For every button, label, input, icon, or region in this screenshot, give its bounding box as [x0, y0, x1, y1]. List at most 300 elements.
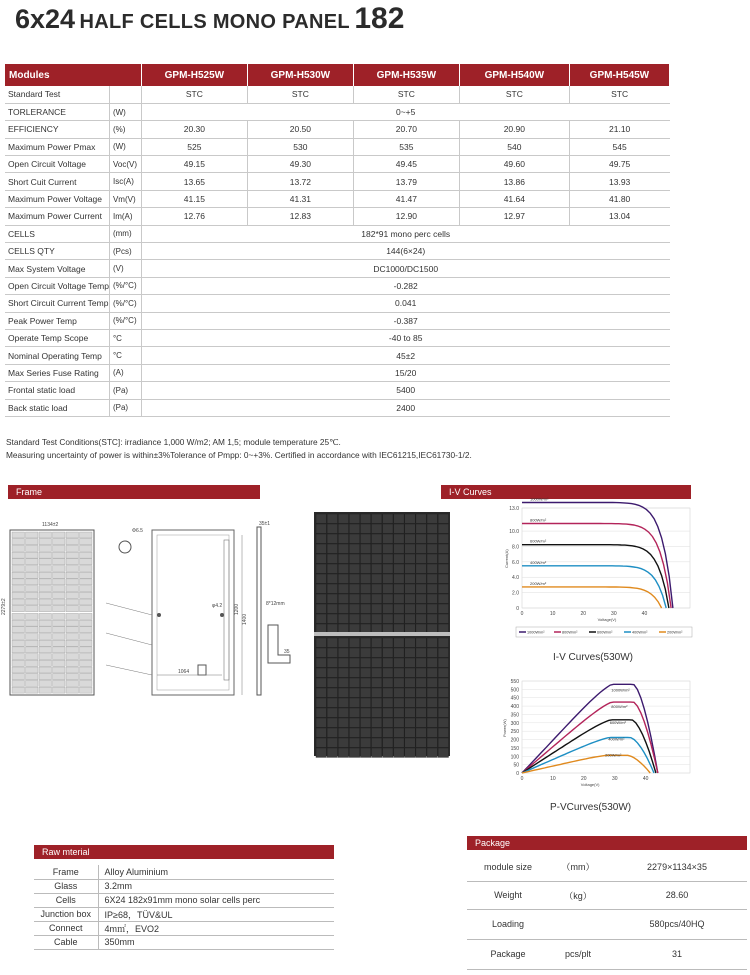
x-tick-label: 30 [611, 611, 617, 617]
cell [26, 566, 39, 572]
spec-value: 540 [459, 138, 569, 155]
spec-value: 41.80 [569, 190, 669, 207]
iv-caption: I-V Curves(530W) [553, 652, 634, 663]
panel-cell [394, 658, 404, 667]
panel-cell [438, 544, 448, 553]
panel-cell [383, 594, 393, 603]
cell [80, 680, 93, 686]
spec-value: 13.79 [353, 173, 459, 190]
panel-cell [372, 574, 382, 583]
panel-cell [360, 514, 370, 523]
panel-cell [416, 698, 426, 707]
y-tick-label: 0 [516, 771, 519, 777]
model-header: GPM-H545W [569, 64, 669, 86]
unit-label: (A) [109, 364, 141, 381]
panel-cell [338, 524, 348, 533]
panel-cell [427, 574, 437, 583]
panel-cell [372, 668, 382, 677]
cell [53, 586, 66, 592]
param-label: Nominal Operating Temp [5, 347, 109, 364]
panel-cell [327, 738, 337, 747]
cell [53, 552, 66, 558]
panel-cell [427, 678, 437, 687]
panel-cell [438, 678, 448, 687]
cell [26, 634, 39, 640]
cell [53, 647, 66, 653]
panel-cell [438, 624, 448, 633]
panel-cell [405, 594, 415, 603]
panel-cell [416, 678, 426, 687]
spec-value: DC1000/DC1500 [141, 260, 669, 277]
panel-cell [316, 564, 326, 573]
panel-cell [416, 668, 426, 677]
iv-section-header: I-V Curves [441, 485, 691, 499]
panel-cell [316, 718, 326, 727]
spec-value: 13.86 [459, 173, 569, 190]
panel-cell [438, 738, 448, 747]
raw-row [34, 893, 334, 907]
package-header: Package [467, 836, 747, 850]
panel-cell [372, 544, 382, 553]
spec-value: 182*91 mono perc cells [141, 225, 669, 242]
panel-cell [338, 648, 348, 657]
panel-cell [405, 544, 415, 553]
panel-cell [405, 574, 415, 583]
panel-cell [327, 708, 337, 717]
cell [80, 599, 93, 605]
cell [39, 606, 52, 612]
cell [26, 627, 39, 633]
cell [80, 647, 93, 653]
package-value: 28.60 [607, 881, 747, 909]
panel-cell [438, 728, 448, 737]
panel-cell [360, 614, 370, 623]
iv-chart [490, 496, 700, 648]
panel-cell [316, 638, 326, 647]
panel-cell [394, 668, 404, 677]
raw-value: IP≥68，TÜV&UL [98, 907, 334, 921]
cell [26, 545, 39, 551]
y-tick-label: 10.0 [509, 529, 519, 536]
spec-row [5, 399, 670, 416]
panel-cell [360, 544, 370, 553]
spec-row [5, 243, 670, 260]
unit-label: Voc(V) [109, 156, 141, 173]
pv-series-label: 1000W/m² [611, 687, 630, 693]
panel-cell [338, 658, 348, 667]
panel-cell [338, 678, 348, 687]
unit-label: Vm(V) [109, 190, 141, 207]
y-tick-label: 6.0 [512, 559, 519, 566]
plot-area [522, 681, 690, 773]
cell [66, 599, 79, 605]
panel-cell [405, 604, 415, 613]
param-label: Peak Power Temp [5, 312, 109, 329]
cell [39, 539, 52, 545]
panel-cell [349, 638, 359, 647]
panel-cell [405, 638, 415, 647]
cell [12, 674, 25, 680]
panel-cell [416, 604, 426, 613]
cell [26, 674, 39, 680]
panel-cell [405, 678, 415, 687]
panel-cell [416, 648, 426, 657]
cell [80, 592, 93, 598]
panel-cell [383, 658, 393, 667]
cell [39, 640, 52, 646]
y-tick-label: 50 [513, 762, 519, 769]
spec-row [5, 312, 670, 329]
panel-cell [427, 614, 437, 623]
x-tick-label: 20 [581, 776, 587, 782]
panel-cell [360, 738, 370, 747]
spec-value: 41.31 [247, 190, 353, 207]
panel-cell [338, 738, 348, 747]
cell [66, 532, 79, 538]
panel-cell [338, 748, 348, 757]
panel-cell [416, 708, 426, 717]
panel-cell [394, 584, 404, 593]
cell [66, 572, 79, 578]
panel-cell [427, 554, 437, 563]
spec-value: 13.04 [569, 208, 669, 225]
y-tick-label: 13.0 [509, 506, 519, 512]
unit-label: (V) [109, 260, 141, 277]
spec-row [5, 121, 670, 138]
x-tick-label: 30 [611, 776, 618, 782]
cell [80, 654, 93, 660]
panel-cell [405, 624, 415, 633]
panel-cell [383, 534, 393, 543]
pv-series-label: 600W/m² [609, 720, 626, 726]
panel-cell [316, 614, 326, 623]
panel-cell [394, 604, 404, 613]
raw-key: Connect [34, 921, 98, 935]
panel-cell [360, 698, 370, 707]
cell [53, 545, 66, 551]
spec-value: 0~+5 [141, 103, 669, 120]
cell [12, 559, 25, 565]
panel-cell [427, 604, 437, 613]
mount-label: 35 [284, 649, 290, 655]
panel-cell [394, 594, 404, 603]
panel-cell [394, 728, 404, 737]
back-view [106, 528, 248, 695]
spec-value: 144(6×24) [141, 243, 669, 260]
cell [26, 660, 39, 666]
panel-cell [349, 514, 359, 523]
model-header: GPM-H525W [141, 64, 247, 86]
panel-cell [360, 524, 370, 533]
unit-label: (%) [109, 121, 141, 138]
panel-cell [416, 554, 426, 563]
spec-value: 49.45 [353, 156, 459, 173]
panel-cell [416, 688, 426, 697]
spec-value: 5400 [141, 382, 669, 399]
panel-cell [349, 544, 359, 553]
spec-row [5, 277, 670, 294]
param-label: Maximum Power Voltage [5, 190, 109, 207]
panel-cell [327, 668, 337, 677]
panel-cell [394, 648, 404, 657]
param-label: Frontal static load [5, 382, 109, 399]
cell [66, 613, 79, 619]
panel-cell [316, 648, 326, 657]
cell [66, 634, 79, 640]
spec-value: 525 [141, 138, 247, 155]
panel-cell [427, 524, 437, 533]
raw-key: Cells [34, 893, 98, 907]
x-tick-label: 0 [520, 611, 524, 617]
panel-cell [349, 554, 359, 563]
panel-cell [316, 668, 326, 677]
panel-cell [338, 728, 348, 737]
panel-cell [416, 564, 426, 573]
panel-cell [383, 574, 393, 583]
param-label: CELLS [5, 225, 109, 242]
panel-cell [383, 708, 393, 717]
panel-cell [360, 564, 370, 573]
cell [12, 660, 25, 666]
panel-cell [405, 534, 415, 543]
cell [66, 559, 79, 565]
cell [66, 539, 79, 545]
cell [26, 680, 39, 686]
spec-value: 41.47 [353, 190, 459, 207]
panel-cell [360, 594, 370, 603]
unit-label: °C [109, 347, 141, 364]
panel-cell [383, 698, 393, 707]
panel-cell [349, 668, 359, 677]
title-part2: HALF CELLS MONO PANEL [79, 11, 350, 33]
panel-cell [394, 624, 404, 633]
spec-row [5, 208, 670, 225]
panel-cell [438, 514, 448, 523]
spec-value: 13.65 [141, 173, 247, 190]
spec-header-row [5, 64, 670, 86]
cell [66, 586, 79, 592]
panel-cell [360, 554, 370, 563]
panel-cell [372, 648, 382, 657]
cell [53, 532, 66, 538]
cell [80, 687, 93, 693]
panel-cell [416, 728, 426, 737]
frame-drawing [2, 515, 302, 695]
spec-value: 12.90 [353, 208, 459, 225]
panel-cell [360, 688, 370, 697]
spec-value: 545 [569, 138, 669, 155]
panel-cell [438, 524, 448, 533]
panel-cell [327, 614, 337, 623]
panel-cell [383, 614, 393, 623]
cell [39, 579, 52, 585]
panel-cell [394, 514, 404, 523]
panel-cell [405, 658, 415, 667]
panel-cell [427, 668, 437, 677]
panel-cell [416, 594, 426, 603]
panel-cell [372, 718, 382, 727]
panel-cell [316, 544, 326, 553]
cell [12, 620, 25, 626]
cell [12, 599, 25, 605]
package-unit: （mm） [549, 853, 607, 881]
raw-key: Frame [34, 865, 98, 879]
cell [26, 654, 39, 660]
spec-value: 13.93 [569, 173, 669, 190]
panel-cell [416, 658, 426, 667]
cell [26, 572, 39, 578]
cell [39, 627, 52, 633]
panel-cell [327, 638, 337, 647]
panel-cell [438, 668, 448, 677]
panel-cell [372, 638, 382, 647]
unit-label: (Pcs) [109, 243, 141, 260]
panel-cell [383, 688, 393, 697]
panel-cell [438, 698, 448, 707]
iv-series-label: 800W/m² [530, 517, 547, 523]
y-tick-label: 400 [510, 704, 519, 711]
panel-cell [427, 658, 437, 667]
cell [12, 572, 25, 578]
panel-cell [427, 514, 437, 523]
raw-row [34, 865, 334, 879]
cell [26, 647, 39, 653]
panel-cell [372, 728, 382, 737]
panel-cell [372, 678, 382, 687]
panel-cell [338, 668, 348, 677]
spec-row [5, 225, 670, 242]
cell [80, 660, 93, 666]
side-view [257, 521, 290, 695]
pv-caption: P-VCurves(530W) [550, 802, 632, 813]
panel-cell [394, 688, 404, 697]
cell [39, 552, 52, 558]
panel-cell [394, 574, 404, 583]
unit-label: Isc(A) [109, 173, 141, 190]
y-tick-label: 8.0 [512, 544, 519, 551]
cell [26, 539, 39, 545]
unit-label [109, 86, 141, 103]
y-tick-label: 500 [510, 687, 519, 694]
panel-cell [327, 688, 337, 697]
mounting-hole-label: 8*12mm [266, 601, 285, 607]
panel-cell [427, 594, 437, 603]
hole-label: φ4.2 [212, 603, 223, 609]
cell [53, 606, 66, 612]
cell [26, 592, 39, 598]
panel-cell [338, 708, 348, 717]
pv-chart [490, 676, 700, 796]
unit-label: Im(A) [109, 208, 141, 225]
spec-row [5, 260, 670, 277]
cell [66, 660, 79, 666]
panel-cell [327, 624, 337, 633]
cell [66, 620, 79, 626]
cell [12, 640, 25, 646]
spec-value: 41.64 [459, 190, 569, 207]
panel-cell [372, 584, 382, 593]
cell [66, 552, 79, 558]
cell [12, 613, 25, 619]
cell [66, 627, 79, 633]
panel-cell [327, 748, 337, 757]
spec-value: 20.30 [141, 121, 247, 138]
panel-cell [427, 688, 437, 697]
panel-cell [349, 594, 359, 603]
title-part3: 182 [354, 2, 405, 35]
panel-cell [338, 554, 348, 563]
cell [53, 539, 66, 545]
param-label: CELLS QTY [5, 243, 109, 260]
cell [53, 667, 66, 673]
y-tick-label: 4.0 [512, 575, 519, 582]
panel-cell [394, 698, 404, 707]
panel-cell [372, 614, 382, 623]
panel-cell [316, 514, 326, 523]
panel-cell [316, 698, 326, 707]
x-tick-label: 0 [520, 776, 524, 782]
spec-row [5, 190, 670, 207]
cell [53, 579, 66, 585]
x-tick-label: 10 [550, 776, 556, 782]
cell [39, 660, 52, 666]
cell [66, 674, 79, 680]
param-label: Back static load [5, 399, 109, 416]
panel-cell [438, 574, 448, 583]
cell [39, 620, 52, 626]
cell [80, 620, 93, 626]
cell [12, 687, 25, 693]
cell [66, 654, 79, 660]
spec-value: 20.90 [459, 121, 569, 138]
package-value: 2279×1134×35 [607, 853, 747, 881]
package-table [467, 853, 747, 970]
panel-cell [427, 728, 437, 737]
cell [53, 687, 66, 693]
panel-cell [327, 544, 337, 553]
cell [80, 634, 93, 640]
panel-cell [427, 624, 437, 633]
panel-cell [427, 708, 437, 717]
dim-1200: 1200 [234, 603, 240, 615]
cell [39, 613, 52, 619]
panel-cell [327, 678, 337, 687]
panel-cell [349, 658, 359, 667]
raw-row [34, 907, 334, 921]
unit-label: (%/°C) [109, 277, 141, 294]
cell [66, 667, 79, 673]
package-row [467, 881, 747, 909]
package-value: 580pcs/40HQ [607, 909, 747, 939]
raw-row [34, 935, 334, 949]
cell [53, 634, 66, 640]
panel-cell [416, 638, 426, 647]
cell [12, 647, 25, 653]
panel-cell [316, 658, 326, 667]
raw-value: Alloy Aluminium [98, 865, 334, 879]
model-header: GPM-H535W [353, 64, 459, 86]
panel-cell [338, 698, 348, 707]
frame-section-header: Frame [8, 485, 260, 499]
panel-cell [438, 648, 448, 657]
x-axis-label: Voltage(V) [580, 782, 600, 787]
panel-cell [438, 658, 448, 667]
panel-cell [338, 614, 348, 623]
panel-cell [327, 658, 337, 667]
cell [80, 640, 93, 646]
panel-cell [349, 688, 359, 697]
panel-cell [383, 564, 393, 573]
